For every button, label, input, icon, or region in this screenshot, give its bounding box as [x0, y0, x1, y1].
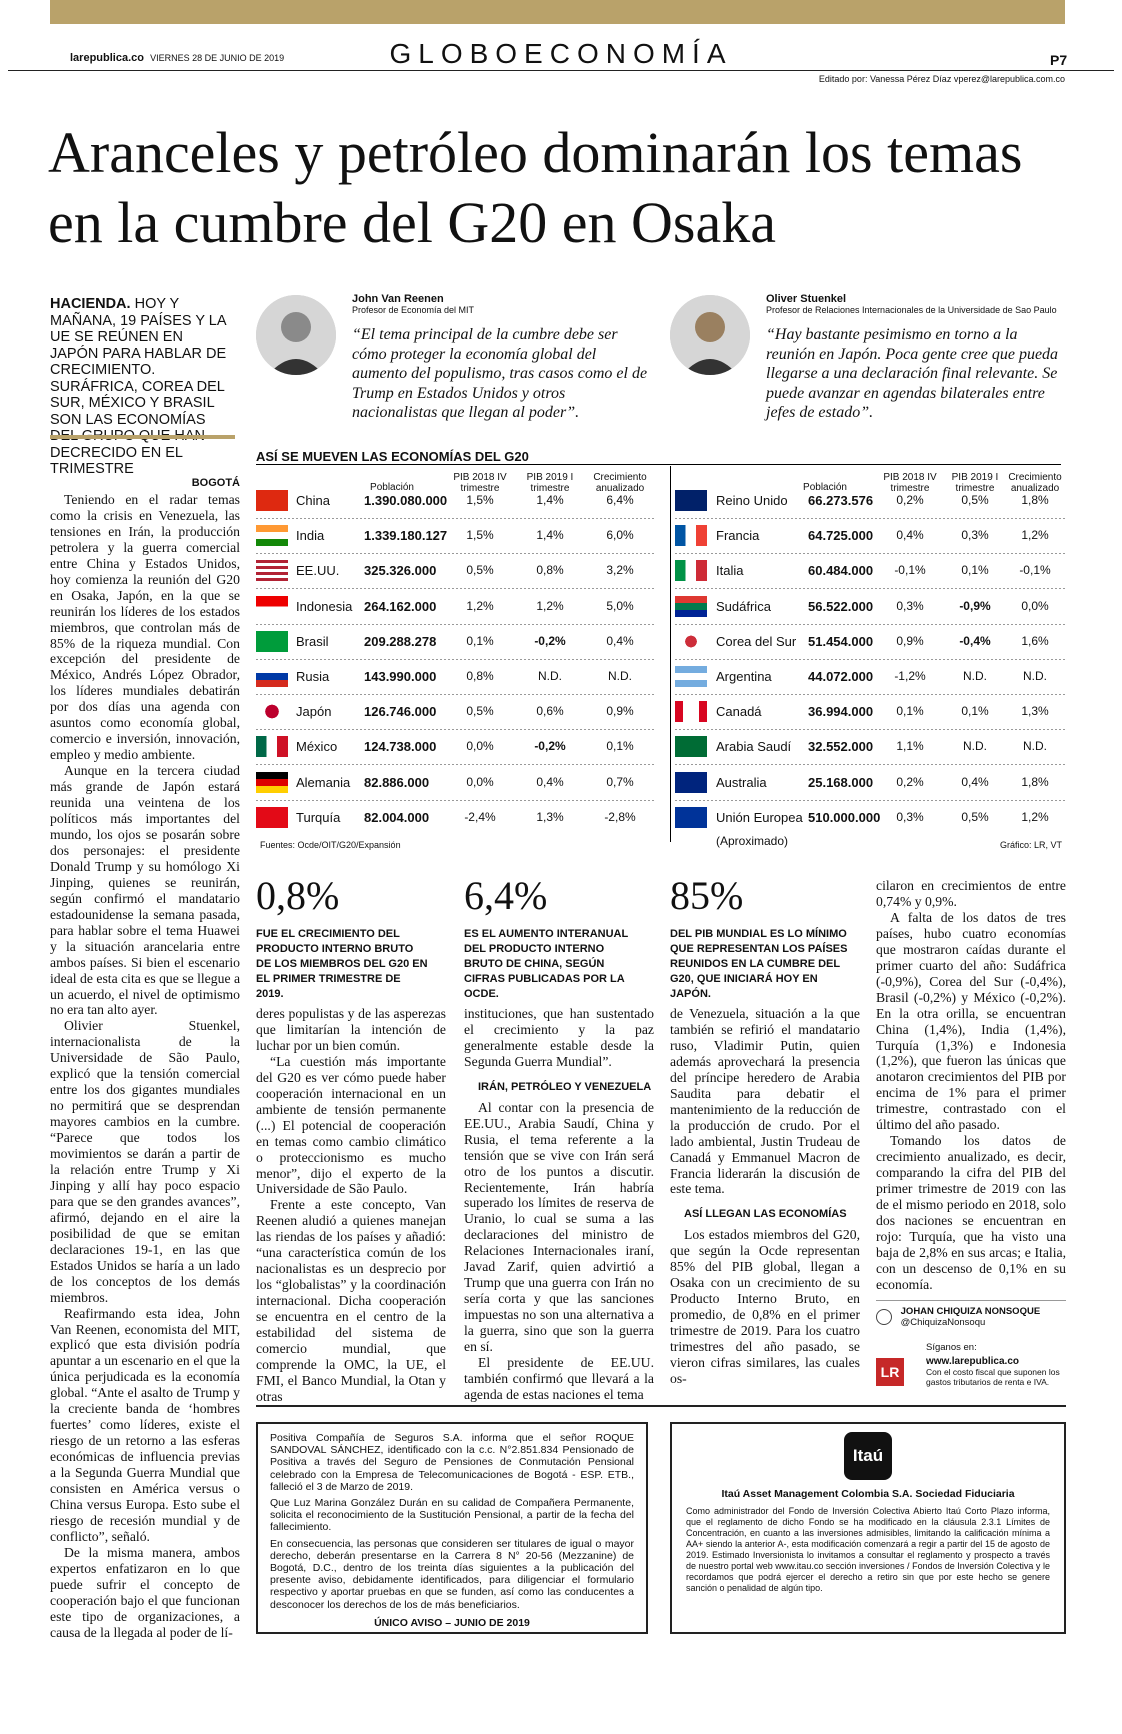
pib-2019-q1: 0,6%	[536, 704, 564, 719]
population: 56.522.000	[808, 598, 874, 614]
ad-rule	[256, 1405, 1066, 1407]
stat-number: 6,4%	[464, 873, 548, 918]
pib-2018-q4: -1,2%	[894, 669, 926, 683]
population: 36.994.000	[808, 704, 874, 720]
pib-2019-q1: 0,4%	[961, 774, 989, 789]
quote-author: John Van Reenen	[352, 293, 444, 305]
stat-caption: FUE EL CRECIMIENTO DEL PRODUCTO INTERNO BRUTO DE LOS MIEMBROS DEL G20 EN EL PRIMER TRIMESTRE DE 2019.	[256, 928, 428, 1000]
country-name: Indonesia	[296, 598, 353, 614]
pib-2019-q1: 0,1%	[961, 563, 989, 578]
pib-2019-q1: -0,2%	[534, 739, 566, 754]
pib-2019-q1: N.D.	[963, 669, 987, 683]
stat-3	[670, 872, 860, 1002]
row-divider	[256, 624, 656, 625]
population: 82.004.000	[364, 809, 430, 825]
pib-2018-q4: 1,1%	[896, 739, 924, 754]
population: 64.725.000	[808, 528, 874, 544]
flag-icon	[675, 525, 707, 546]
annual-growth: 0,0%	[1021, 598, 1049, 613]
annual-growth: 1,2%	[1021, 528, 1049, 543]
pib-2018-q4: 0,1%	[466, 633, 494, 648]
country-name: México	[296, 739, 338, 755]
country-name: Japón	[296, 704, 332, 720]
country-name: Corea del Sur	[716, 633, 797, 649]
pib-2018-q4: 1,5%	[466, 528, 494, 543]
country-name: Turquía	[296, 809, 341, 825]
pib-2018-q4: 0,2%	[896, 774, 924, 789]
flag-icon	[256, 736, 288, 757]
row-divider	[675, 518, 1066, 519]
chat-icon	[876, 1309, 892, 1325]
population: 32.552.000	[808, 739, 874, 755]
flag-icon	[675, 666, 707, 687]
flag-icon	[675, 560, 707, 581]
pib-2019-q1: -0,4%	[959, 633, 991, 648]
pib-2019-q1: 0,5%	[961, 493, 989, 507]
quote-card-2	[766, 293, 1066, 423]
population: 143.990.000	[364, 669, 437, 684]
person-photo-icon	[256, 295, 336, 375]
th-pop: Población	[370, 482, 414, 493]
country-name: Rusia	[296, 669, 330, 684]
flag-icon	[675, 701, 707, 722]
site-link[interactable]: www.larepublica.co	[926, 1356, 1019, 1367]
header-rule	[8, 70, 1114, 71]
country-name: Francia	[716, 528, 760, 544]
body-column-1: BOGOTÁ Teniendo en el radar temas como la crisis en Venezuela, las tensiones en Irán, la producción petrolera y la guerra comercial entre China y Estados Unidos, hoy comienza la reunión del G20 en Osaka, Japón, en la que se reunirán los líderes de los estados miembros, que controlan más de 85% de la riqueza mundial. Con excepción del presidente de México, Andrés López Obrador, los líderes mundiales debatirán por dos días una agenda con asuntos como economía global, comercio e inversión, innovación, empleo y medio ambiente. Aunque en la tercera ciudad más grande de Japón estará reunida una veintena de los políticos más importantes del mundo, los ojos se posarán sobre dos personajes: el presidente Donald Trump y su homólogo Xi Jinping, quienes se reunirán, según confirmó el mandatario estadounidense la semana pasada, para hablar sobre el tema Huawei y la situación arancelaria entre ambos países. Si bien el escenario ideal de esta cita es que se llegue a un acuerdo, el nivel de optimismo no era tan alto ayer. Olivier Stuenkel, internacionalista de la Universidade de São Paulo, explicó que la tensión comercial entre los dos gigantes mundiales no permitirá que se desprendan mayores cambios en la cumbre. “Parece que todos los movimientos se darán a partir de la relación entre Trump y Xi Jinping y allí hay poco espacio para que se den grandes avances”, afirmó, dejando en el aire la posibilidad de que se emitan declaraciones 19-1, en las que Estados Unidos se haría a un lado de los conceptos de los demás miembros. Reafirmando esta idea, John Van Reenen, economista del MIT, explicó que esta división podría apuntar a un escenario en el que la única perjudicada es la economía global. “Ante el asalto de Trump y la creciente banda de ‘hombres fuertes’ como líderes, existe el riesgo de un retorno a las esferas económicas de influencia previas a la Segunda Guerra Mundial que consisten en América versus o China versus Europa. Esto sube el riesgo de recesión mundial y de conflicto”, señaló. De la misma manera, ambos expertos enfatizaron en lo que puede sufrir el concepto de cooperación bajo el que funcionan este tipo de organizaciones, a causa de la llegada al poder de lí-	[50, 477, 241, 1640]
annual-growth: N.D.	[608, 669, 632, 683]
population: 44.072.000	[808, 669, 874, 684]
pib-2019-q1: N.D.	[963, 739, 987, 754]
annual-growth: 0,4%	[606, 633, 634, 648]
row-divider	[675, 659, 1066, 660]
row-divider	[675, 624, 1066, 625]
row-divider	[675, 764, 1066, 765]
pib-2018-q4: 0,5%	[466, 563, 494, 578]
flag-icon	[256, 560, 288, 581]
pib-2018-q4: 1,2%	[466, 598, 494, 613]
population: 510.000.000	[808, 809, 881, 825]
flag-icon	[256, 596, 288, 617]
flag-icon	[256, 666, 288, 687]
masthead-site: larepublica.co VIERNES 28 DE JUNIO DE 2019	[70, 52, 285, 64]
country-name: Unión Europea	[716, 809, 803, 825]
stat-1	[256, 872, 428, 1002]
pib-2018-q4: 1,5%	[466, 493, 494, 507]
annual-growth: -0,1%	[1019, 563, 1051, 578]
country-name: Argentina	[716, 669, 772, 684]
pib-2019-q1: 0,1%	[961, 704, 989, 719]
headline: Aranceles y petróleo dominarán los temas en la cumbre del G20 en Osaka	[48, 120, 1023, 255]
author-block	[876, 1306, 1040, 1328]
flag-icon	[256, 701, 288, 722]
flag-icon	[675, 596, 707, 617]
th-pib2018: PIB 2018 IV trimestre	[883, 472, 937, 494]
th-pop: Población	[803, 482, 847, 493]
population: 325.326.000	[364, 563, 437, 579]
flag-icon	[675, 490, 707, 511]
pib-2018-q4: 0,1%	[896, 704, 924, 719]
pib-2018-q4: 0,8%	[466, 669, 494, 683]
annual-growth: 1,8%	[1021, 493, 1049, 507]
flag-icon	[675, 736, 707, 757]
annual-growth: 3,2%	[606, 563, 634, 578]
section-title: GLOBOECONOMÍA	[389, 38, 733, 69]
annual-growth: -2,8%	[604, 809, 636, 824]
annual-growth: 6,0%	[606, 528, 634, 543]
country-name: China	[296, 493, 330, 508]
stat-caption: ES EL AUMENTO INTERANUAL DEL PRODUCTO INTERNO BRUTO DE CHINA, SEGÚN CIFRAS PUBLICADAS POR LA OCDE.	[464, 928, 628, 1000]
annual-growth: 0,7%	[606, 774, 634, 789]
row-divider	[675, 588, 1066, 589]
annual-growth: 0,1%	[606, 739, 634, 754]
country-name: EE.UU.	[296, 563, 340, 579]
pib-2018-q4: 0,4%	[896, 528, 924, 543]
pib-2019-q1: N.D.	[538, 669, 562, 683]
row-divider	[256, 518, 656, 519]
flag-icon	[256, 807, 288, 828]
row-divider	[256, 553, 656, 554]
quote-card-1	[352, 293, 652, 423]
population: 1.339.180.127	[364, 528, 448, 544]
flag-icon	[675, 631, 707, 652]
annual-growth: 1,6%	[1021, 633, 1049, 648]
row-divider	[675, 694, 1066, 695]
quote-author: Oliver Stuenkel	[766, 293, 847, 305]
row-divider	[256, 659, 656, 660]
pib-2019-q1: 1,2%	[536, 598, 564, 613]
quote-text: “El tema principal de la cumbre debe ser cómo proteger la economía global del aumento del populismo, tras casos como el de Trump en Estados Unidos y otros nacionalistas que llegan al poder”.	[352, 326, 648, 421]
table-title: ASÍ SE MUEVEN LAS ECONOMÍAS DEL G20	[256, 449, 529, 464]
pib-2019-q1: 1,4%	[536, 493, 564, 507]
page-number: P7	[1050, 52, 1068, 68]
pib-2018-q4: 0,2%	[896, 493, 924, 507]
country-name: Brasil	[296, 633, 329, 649]
population: 1.390.080.000	[364, 493, 448, 508]
follow-block: www.larepublica.co Con el costo fiscal que suponen los gastos tributarios de renta e IVA.	[926, 1356, 1060, 1387]
body-column-2: deres populistas y de las asperezas que limitarían la intención de luchar por un bien común. “La cuestión más importante del G20 es ver cómo puede haber cooperación internacional en un ambiente de tensión permanente (...) El potencial de cooperación en temas como cambio climático o proteccionismo es mucho menor”, dijo el experto de la Universidade de São Paulo. Frente a este concepto, Van Reenen aludió a quienes manejan las riendas de los países y añadió: “una característica común de los nacionalistas es un desprecio por los “globalistas” y la coordinación internacional. Dicha cooperación se encuentra en el centro de la estabilidad del sistema de comercio mundial, que comprende la OMC, la UE, el FMI, el Banco Mundial, la Otan y otras	[256, 1006, 446, 1404]
population: 126.746.000	[364, 704, 437, 720]
annual-growth: 5,0%	[606, 598, 634, 613]
table-title-rule	[256, 464, 1061, 465]
flag-icon	[675, 807, 707, 828]
lead: HACIENDA. HOY Y MAÑANA, 19 PAÍSES Y LA UE SE REÚNEN EN JAPÓN PARA HABLAR DE CRECIMIENTO. SURÁFRICA, COREA DEL SUR, MÉXICO Y BRASIL SON LAS ECONOMÍAS DECRECIDO EN EL TRIMESTRE	[50, 296, 227, 477]
pib-2019-q1: 1,3%	[536, 809, 564, 824]
pib-2018-q4: 0,5%	[466, 704, 494, 719]
top-color-bar	[50, 0, 1065, 24]
body-column-3: instituciones, que han sustentado el crecimiento y la paz generalmente estable desde la Segunda Guerra Mundial”. IRÁN, PETRÓLEO Y VENEZUELA Al contar con la presencia de EE.UU., Arabia Saudí, China y Rusia, el tema referente a la tensión que se vive con Irán será otro de los puntos a discutir. Recientemente, Irán habría superado los límites de reserva de Uranio, lo cual se suma a las declaraciones del ministro de Relaciones Internacionales iraní, Javad Zarif, quien advirtió a Trump que una guerra con Irán no sería corta y que las sanciones impuestas no son una alternativa a la guerra, sino que son la guerra en sí. El presidente de EE.UU. también confirmó que llevará a la agenda de estas naciones el tema	[464, 1006, 654, 1402]
pib-2019-q1: 0,5%	[961, 809, 989, 824]
approx-note: (Aproximado)	[716, 834, 789, 848]
pib-2018-q4: -0,1%	[894, 563, 926, 578]
table-divider	[670, 466, 671, 842]
annual-growth: 6,4%	[606, 493, 634, 507]
country-name: India	[296, 528, 325, 544]
follow-label: Síganos en:	[926, 1342, 977, 1353]
pib-2019-q1: 0,4%	[536, 774, 564, 789]
quote-role: Profesor de Economía del MIT	[352, 305, 475, 315]
flag-icon	[256, 525, 288, 546]
edited-by: Editado por: Vanessa Pérez Díaz vperez@larepublica.com.co	[818, 74, 1065, 84]
pib-2018-q4: 0,9%	[896, 633, 924, 648]
flag-icon	[675, 772, 707, 793]
stat-number: 0,8%	[256, 873, 340, 918]
pib-2019-q1: -0,9%	[959, 598, 991, 613]
pib-2018-q4: 0,3%	[896, 809, 924, 824]
quote-role: Profesor de Relaciones Internacionales de la Universidade de Sao Paulo	[766, 305, 1057, 315]
th-pib2018: PIB 2018 IV trimestre	[453, 472, 507, 494]
body-column-4: de Venezuela, situación a la que también se refirió el mandatario ruso, Vladimir Putin, quien además aprovechará la presencia del príncipe heredero de Arabia Saudita para debatir el mantenimiento de la reducción de la producción de crudo. Por el lado ambiental, Justin Trudeau de Canadá y Emmanuel Macron de Francia liderarán la discusión de este tema. ASÍ LLEGAN LAS ECONOMÍAS Los estados miembros del G20, que según la Ocde representan 85% del PIB global, llegan a Osaka con un crecimiento de su Producto Interno Bruto, en promedio, de 0,8% en el primer trimestre de 2019. Para los cuatro trimestres del año pasado, se vieron cifras similares, las cuales os-	[670, 1006, 860, 1386]
flag-icon	[256, 631, 288, 652]
pib-2018-q4: 0,3%	[896, 598, 924, 613]
flag-icon	[256, 772, 288, 793]
row-divider	[256, 694, 656, 695]
lr-logo: LR	[876, 1358, 904, 1386]
lead-rule	[50, 435, 235, 439]
flag-icon	[256, 490, 288, 511]
population: 60.484.000	[808, 563, 874, 579]
person-photo-icon	[670, 295, 750, 375]
author-handle: @ChiquizaNonsoqu	[900, 1317, 986, 1328]
th-pib2019: PIB 2019 I trimestre	[951, 472, 999, 494]
th-pib2019: PIB 2019 I trimestre	[526, 472, 574, 494]
stat-number: 85%	[670, 873, 744, 918]
row-divider	[675, 553, 1066, 554]
row-divider	[256, 729, 656, 730]
population: 264.162.000	[364, 598, 437, 614]
population: 25.168.000	[808, 774, 874, 790]
table-source: Fuentes: Ocde/OIT/G20/Expansión	[260, 840, 401, 850]
author-rule	[876, 1300, 1066, 1301]
country-name: Reino Unido	[716, 493, 788, 508]
row-divider	[256, 588, 656, 589]
avatar	[670, 295, 750, 375]
legal-notice-positiva: Positiva Compañía de Seguros S.A. informa que el señor ROQUE SANDOVAL SÁNCHEZ, identificado con la c.c. N°2.851.834 Pensionado de Positiva a través del Seguro de Pensiones de Conmutación Pensional celebrado con la Empresa de Telecomunicaciones de Bogotá - ESP. ETB., falleció el 3 de Marzo de 2019. Que Luz Marina González Durán en su calidad de Compañera Permanente, solicita el reconocimiento de la Sustitución Pensional, a partir de la fecha del fallecimiento. En consecuencia, las personas que consideren ser titulares de igual o mayor derecho, deberán presentarse en la Carrera 8 N° 20-56 (Mezzanine) de Bogotá, D.C., dentro de los treinta días siguientes a la publicación del presente aviso, debidamente identificados, para diligenciar el formulario respectivo y aportar pruebas en que se funden, así como las conducentes a desconocer los derechos de los de más beneficiarios. ÚNICO AVISO – JUNIO DE 2019	[256, 1422, 648, 1634]
th-growth: Crecimiento anualizado	[593, 472, 647, 494]
country-name: Alemania	[296, 774, 351, 790]
annual-growth: 1,3%	[1021, 704, 1049, 719]
author-name: JOHAN CHIQUIZA NONSOQUE	[900, 1306, 1041, 1317]
country-name: Italia	[716, 563, 744, 579]
annual-growth: 1,2%	[1021, 809, 1049, 824]
row-divider	[675, 800, 1066, 801]
pib-2019-q1: -0,2%	[534, 633, 566, 648]
population: 82.886.000	[364, 774, 430, 790]
annual-growth: N.D.	[1023, 739, 1047, 754]
quote-text: “Hay bastante pesimismo en torno a la reunión en Japón. Poca gente cree que pueda llegarse a una declaración final relevante. Se puede avanzar en agendas bilaterales entre jefes de estado”.	[766, 326, 1059, 421]
country-name: Sudáfrica	[716, 598, 771, 614]
stat-caption: DEL PIB MUNDIAL ES LO MÍNIMO QUE REPRESENTAN LOS PAÍSES REUNIDOS EN LA CUMBRE DEL G20, QUE INICIARÁ HOY EN JAPÓN.	[670, 928, 848, 1000]
row-divider	[256, 764, 656, 765]
legal-notice-itau: Itaú Itaú Asset Management Colombia S.A. Sociedad Fiduciaria Como administrador del Fondo de Inversión Colectiva Abierto Itaú Corto Plazo informa, que el reglamento de dicho Fondo se ha modificado en la cláusula 2.3.1 Límites de Concentración, en cuanto a las inversiones admisibles, limitando la calificación mínima a AA+ siendo la anterior A-, esta modificación comenzará a regir a partir del 15 de agosto de 2019. Estimado Inversionista lo invitamos a consultar el reglamento y prospecto a través de nuestro portal web www.itau.co sección inversiones / Fondos de Inversión Colectiva y le recordamos que podrá ejercer el derecho a retiro sin que por este hecho se genere sanción o penalidad de algún tipo.	[670, 1422, 1066, 1634]
country-name: Canadá	[716, 704, 762, 720]
population: 209.288.278	[364, 633, 437, 649]
stat-2	[464, 872, 644, 1002]
pib-2018-q4: 0,0%	[466, 739, 494, 754]
country-name: Australia	[716, 774, 767, 790]
row-divider	[675, 729, 1066, 730]
population: 66.273.576	[808, 493, 874, 508]
country-name: Arabia Saudí	[716, 739, 792, 755]
population: 124.738.000	[364, 739, 437, 755]
avatar	[256, 295, 336, 375]
annual-growth: 0,9%	[606, 704, 634, 719]
pib-2018-q4: 0,0%	[466, 774, 494, 789]
population: 51.454.000	[808, 633, 874, 649]
pib-2019-q1: 0,3%	[961, 528, 989, 543]
table-credit: Gráfico: LR, VT	[1000, 840, 1063, 850]
body-column-5: cilaron en crecimientos de entre 0,74% y 0,9%. A falta de los datos de tres países, hubo cuatro economías que mostraron caídas durante el primer cuarto del año: Sudáfrica (-0,9%), Corea del Sur (-0,4%), Brasil (-0,2%) y México (-0,2%). En la otra orilla, se encuentran China (1,4%), India (1,4%), Turquía (1,3%) e Indonesia (1,2%), que fueron las únicas que anotaron crecimientos del PIB por encima de 1% para el primer trimestre, contrastado con el último del año pasado. Tomando los datos de crecimiento anualizado, es decir, comparando la cifra del PIB del primer trimestre de 2019 con las de el mismo periodo en 2018, solo dos naciones se encuentran en rojo: Turquía, que ha visto una baja de 2,8% en sus arcas; e Italia, con un descenso de 0,1% en su economía.	[876, 878, 1066, 1292]
annual-growth: 1,8%	[1021, 774, 1049, 789]
pib-2019-q1: 1,4%	[536, 528, 564, 543]
th-growth: Crecimiento anualizado	[1008, 472, 1062, 494]
pib-2018-q4: -2,4%	[464, 809, 496, 824]
pib-2019-q1: 0,8%	[536, 563, 564, 578]
row-divider	[256, 800, 656, 801]
itau-logo: Itaú	[844, 1432, 892, 1480]
annual-growth: N.D.	[1023, 669, 1047, 683]
